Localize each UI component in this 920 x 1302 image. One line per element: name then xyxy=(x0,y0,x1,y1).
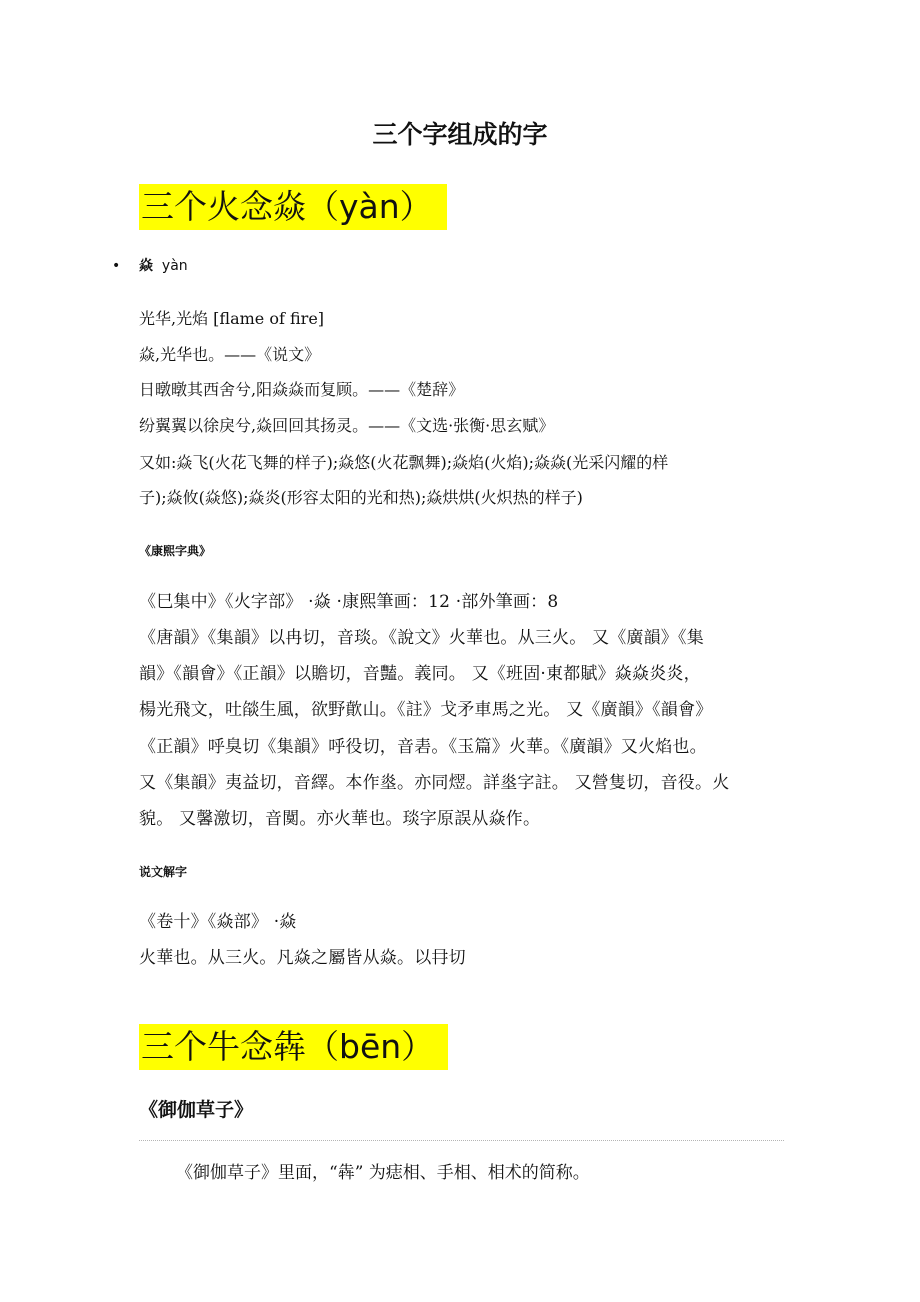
kangxi-heading: 《康熙字典》 xyxy=(139,544,212,558)
kangxi-line: 《正韻》呼臭切《集韻》呼役切，音砉。《玉篇》火華。《廣韻》又火焰也。 xyxy=(139,737,707,757)
kangxi-line: 又《集韻》夷益切，音繹。本作烾。亦同熤。詳烾字註。 又營隻切，音役。火 xyxy=(139,773,730,793)
shuowen-line: 《卷十》《焱部》 ·焱 xyxy=(139,912,297,932)
otogizoshi-text: 《御伽草子》里面，“犇” 为痣相、手相、相术的简称。 xyxy=(176,1163,590,1183)
definition-line: 子);焱攸(焱悠);焱炎(形容太阳的光和热);焱烘烘(火炽热的样子) xyxy=(139,488,583,507)
definition-line: 纷翼翼以徐戾兮,焱回回其扬灵。——《文选·张衡·思玄赋》 xyxy=(139,416,555,435)
kangxi-line: 楊光飛文，吐燄生風，欲野歕山。《註》戈矛車馬之光。 又《廣韻》《韻會》 xyxy=(139,700,713,720)
kangxi-line: 《巳集中》《火字部》 ·焱 ·康熙筆画：12 ·部外筆画：8 xyxy=(139,592,559,612)
definition-line: 光华,光焰 [flame of fire] xyxy=(139,309,325,328)
definition-line: 焱,光华也。——《说文》 xyxy=(139,345,321,364)
shuowen-heading: 说文解字 xyxy=(139,865,188,879)
dotted-divider xyxy=(139,1140,784,1141)
otogizoshi-heading: 《御伽草子》 xyxy=(139,1099,254,1121)
shuowen-line: 火華也。从三火。凡焱之屬皆从焱。以冄切 xyxy=(139,948,466,968)
kangxi-line: 韻》《韻會》《正韻》以贍切，音豔。義同。 又《班固·東都賦》焱焱炎炎， xyxy=(139,664,701,684)
bullet-entry xyxy=(139,256,188,276)
kangxi-line: 《唐韻》《集韻》以冉切，音琰。《說文》火華也。从三火。 又《廣韻》《集 xyxy=(139,628,704,648)
bullet-dot-icon: • xyxy=(112,258,121,274)
definition-line: 又如:焱飞(火花飞舞的样子);焱悠(火花飘舞);焱焰(火焰);焱焱(光采闪耀的样 xyxy=(139,453,669,472)
definition-line: 日暾暾其西舍兮,阳焱焱而复顾。——《楚辞》 xyxy=(139,380,465,399)
section-heading-yan: 三个火念焱（yàn） xyxy=(139,184,447,230)
section-heading-ben: 三个牛念犇（bēn） xyxy=(139,1024,448,1070)
bullet-char: 焱 xyxy=(139,258,153,274)
bullet-pinyin: yàn xyxy=(161,258,188,274)
kangxi-line: 貌。 又馨激切，音闃。亦火華也。琰字原誤从焱作。 xyxy=(139,809,541,829)
page-title: 三个字组成的字 xyxy=(372,120,548,149)
